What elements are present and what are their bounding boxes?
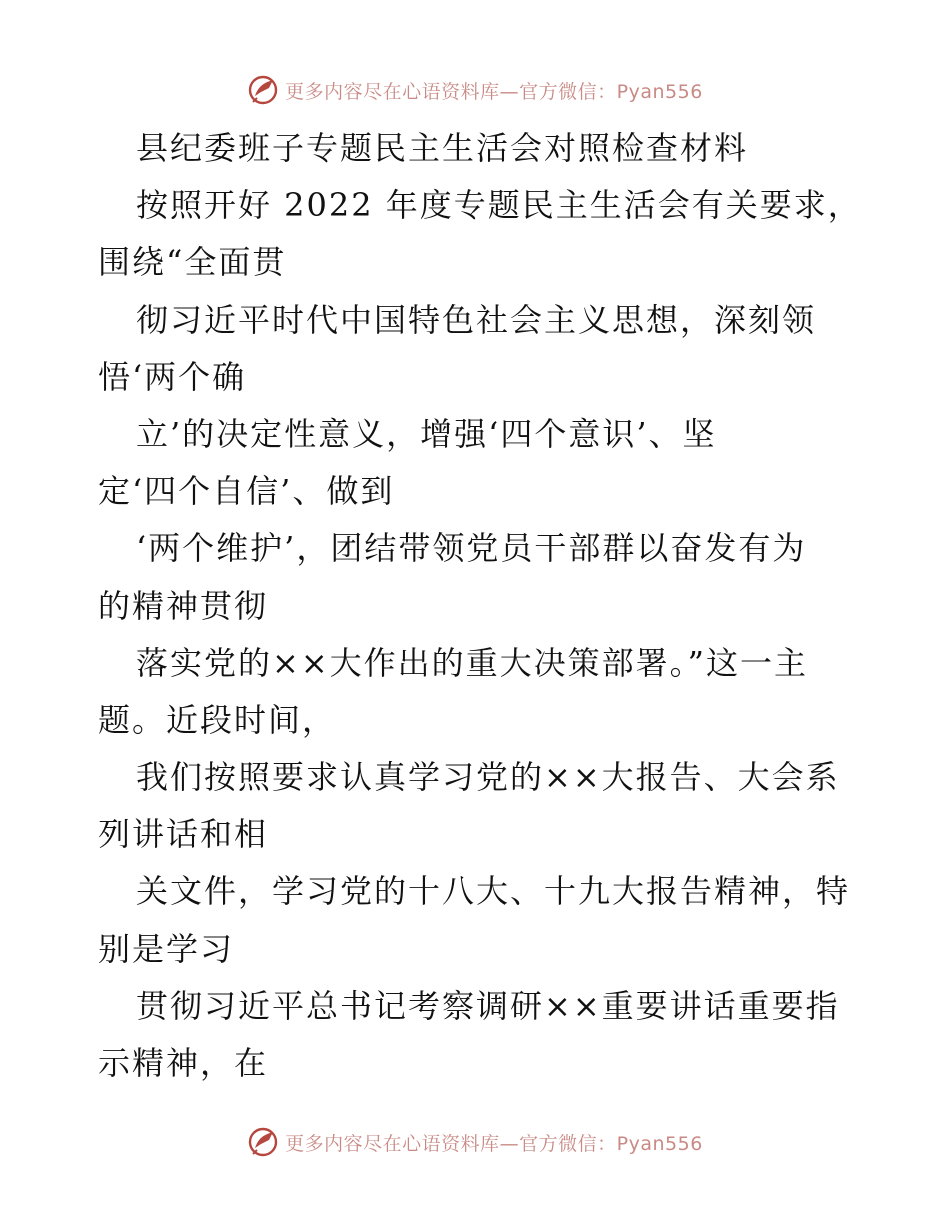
paragraph-line: ‘两个维护’，团结带领党员干部群以奋发有为 — [136, 529, 807, 568]
document-title: 县纪委班子专题民主生活会对照检查材料 — [136, 129, 749, 167]
paragraph-line: 按照开好 2022 年度专题民主生活会有关要求， — [136, 186, 862, 225]
paragraph-line: 我们按照要求认真学习党的××大报告、大会系 — [136, 758, 840, 797]
paragraph-line: 列讲话和相 — [98, 815, 269, 854]
paragraph-line: 落实党的××大作出的重大决策部署。”这一主 — [136, 643, 808, 682]
paragraph-line: 贯彻习近平总书记考察调研××重要讲话重要指 — [136, 986, 840, 1025]
watermark-text: 更多内容尽在心语资料库—官方微信：Pyan556 — [285, 1132, 703, 1155]
paragraph-line: 示精神，在 — [98, 1044, 269, 1082]
paragraph-line: 彻习近平时代中国特色社会主义思想，深刻领 — [136, 300, 817, 339]
watermark-text: 更多内容尽在心语资料库—官方微信：Pyan556 — [285, 80, 703, 103]
watermark-footer — [0, 1122, 950, 1162]
paragraph-line: 悟‘两个确 — [98, 357, 247, 396]
paragraph-line: 题。近段时间， — [98, 700, 337, 739]
paragraph-line: 立’的决定性意义，增强‘四个意识’、坚 — [136, 414, 717, 453]
paragraph-line: 围绕“全面贯 — [98, 243, 287, 282]
paragraph-line: 的精神贯彻 — [98, 586, 269, 625]
logo-icon — [247, 74, 279, 106]
watermark-header — [0, 70, 950, 110]
document-body — [98, 120, 862, 1092]
paragraph-line: 关文件，学习党的十八大、十九大报告精神，特 — [136, 872, 851, 911]
paragraph-line: 别是学习 — [98, 929, 235, 968]
paragraph-line: 定‘四个自信’、做到 — [98, 472, 395, 511]
logo-icon — [247, 1126, 279, 1158]
